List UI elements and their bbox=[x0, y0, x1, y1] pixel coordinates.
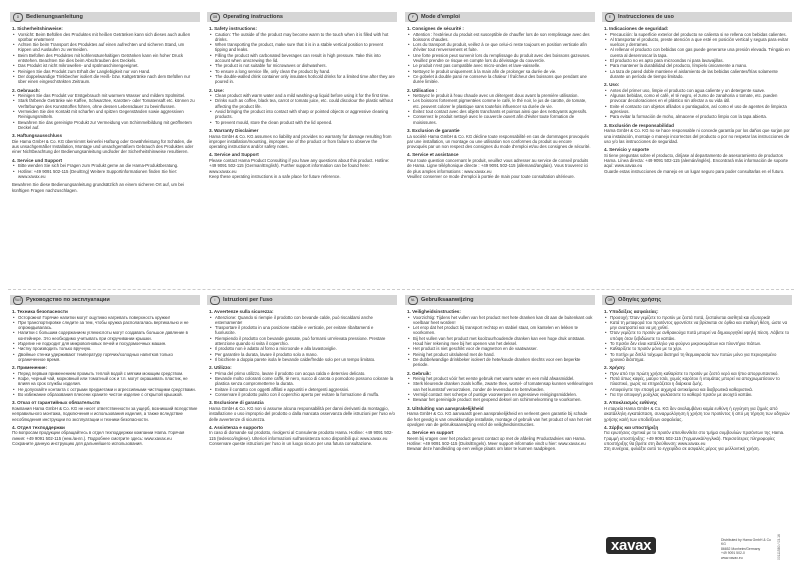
bullet-item: • Reinig het product vóór het eerste gebruik met warm water en een mild afwasmiddel. bbox=[407, 376, 593, 381]
language-code-badge: NL bbox=[408, 296, 418, 305]
bullet-item: • Καθαρίζετε το προϊόν μόνο με το χέρι. bbox=[604, 346, 790, 351]
block-heading: 2. Utilizzo: bbox=[209, 365, 232, 371]
row-divider bbox=[8, 289, 794, 290]
bullet-item: • La taza de pared doble mantiene el aislamiento de las bebidas calientes/frías solamente durante un período de tiempo limitado. bbox=[604, 69, 790, 80]
bullet-item: • Evite el contacto con objetos afilados o puntiagudos, así como el uso de agentes de limpieza agresivos. bbox=[604, 104, 790, 115]
section-header bbox=[207, 12, 397, 22]
bullet-item: • Reinigen Sie das Produkt zum Erhalt der Langlebigkeit nur von Hand. bbox=[12, 69, 198, 74]
paragraph: Please contact Hama Product Consulting if you have any questions about this product. Hotline: +49 9091 502-115 (German/English). Further support information can be found here: www.xavax.eu bbox=[209, 158, 390, 174]
block-heading: 1. Safety instructions: bbox=[209, 26, 257, 31]
bullet-item: • Двойные стенки удерживают температуру горячих/холодных напитков только ограниченное время. bbox=[12, 352, 198, 363]
block-heading: 3. Αποκλεισμός ευθύνης bbox=[604, 400, 658, 406]
bullet-item: • Prima del primo utilizzo, lavare il prodotto con acqua calda e detersivo delicato. bbox=[209, 371, 395, 376]
content-block bbox=[604, 400, 790, 421]
language-code-badge: GR bbox=[605, 296, 615, 305]
section-title: Istruzioni per l'uso bbox=[223, 297, 273, 303]
bullet-item: • Nettoyez le produit uniquement à la main afin de prolonger sa durée de vie. bbox=[407, 69, 593, 74]
language-code-badge: RUS bbox=[13, 296, 23, 305]
content-block bbox=[12, 425, 198, 446]
bullet-item: • Trasportare il prodotto in una posizione stabile e verticale, per evitare ribaltamenti e fuoriuscite. bbox=[209, 325, 395, 336]
language-code-badge: F bbox=[408, 13, 418, 22]
paragraph: Neem bij vragen over het product gerust contact op met de afdeling Productadvies van Hama. Hotline: +49 9091 502-115 (Duits/Engels). Meer support-informatie vindt u hier: www.xavax.eu bbox=[407, 435, 586, 447]
paragraph: Сохраните данную инструкцию для дальнейшего использования. bbox=[12, 441, 143, 447]
bullet-item: • Voorzichtig: Tijdens het vullen van het product met hete dranken kan dit aan de buitenkant ook voelbaar heet worden! bbox=[407, 315, 593, 326]
paragraph: Si tiene preguntas sobre el producto, diríjase al departamento de asesoramiento de productos Hama. Línea directa: +49 9091 502-115 (alemán/inglés). Encontrará más información de soporte aquí: www.xavax.eu bbox=[604, 152, 788, 169]
block-heading: 3. Exclusion de garantie bbox=[407, 127, 460, 133]
content-block bbox=[407, 88, 593, 125]
bullet-item: • Ce gobelet à double paroi ne conserve la chaleur / fraîcheur des boissons que pendant une durée limitée. bbox=[407, 74, 593, 85]
bullet-item: • The product is not suitable for microwaves or dishwashers. bbox=[209, 63, 395, 68]
language-code-badge: D bbox=[13, 13, 23, 22]
content-block bbox=[604, 82, 790, 119]
block-heading: 4. Service and Support bbox=[209, 152, 259, 158]
paragraph: La société Hama GmbH & Co. KG décline toute responsabilité en cas de dommages provoqués par une installation, un montage ou une utilisation non conformes du produit ou encore provoqués par un non respect des consignes du mode d'emploi et/ou des consignes de sécurité. bbox=[407, 133, 591, 150]
bullet-item: • Attention : l'extérieur du produit est susceptible de chauffer lors de son remplissage avec des boissons chaudes. bbox=[407, 32, 593, 43]
paragraph: Hama GmbH & Co. KG no se hace responsable ni concede garantía por los daños que surjan por una instalación, montaje o manejo incorrectos del producto o por no respetar las instrucciones de uso y/o las instrucciones de seguridad. bbox=[604, 128, 790, 144]
bullet-item: • Reinig het product uitsluitend met de hand. bbox=[407, 352, 593, 357]
language-section-gb bbox=[207, 12, 397, 284]
block-heading: 4. Отдел техподдержки bbox=[12, 424, 65, 430]
bullet-item: • Avoid bringing the product into contact with sharp or pointed objects or aggressive cleaning products. bbox=[209, 109, 395, 120]
language-section-e bbox=[602, 12, 792, 284]
paragraph: Veuillez conserver ce mode d'emploi à portée de main pour toute consultation ultérieure. bbox=[407, 173, 576, 179]
bullet-item: • Перед первым применением промыть теплой водой с мягким моющим средством. bbox=[12, 371, 198, 376]
content-block bbox=[604, 309, 790, 362]
bullet-item: • El producto no es apto para microondas ni para lavavajillas. bbox=[604, 58, 790, 63]
bullet-item: • Filling the product with carbonated beverages can result in high pressure. Take this into account when unscrewing the lid. bbox=[209, 53, 395, 64]
content-block bbox=[407, 430, 593, 451]
bullet-item: • Bewahren Sie das gereinigte Produkt zur Vermeidung von Schimmelbildung mit geöffnetem Deckel auf. bbox=[12, 120, 198, 131]
bullet-item: • Para evitar la formación de moho, almacene el producto limpio con la tapa abierta. bbox=[604, 114, 790, 119]
bullet-item: • Bewaar het gereinigde product met geopend deksel om schimmelvorming te voorkomen. bbox=[407, 397, 593, 402]
bullet-item: • Drinks such as coffee, black tea, carrot or tomato juice, etc. could discolour the plastic without affecting the product life. bbox=[209, 98, 395, 109]
paragraph: Guarde estas instrucciones de manejo en un lugar seguro para poder consultarlas en el futuro. bbox=[604, 168, 785, 174]
bullet-item: • Stark färbende Getränke wie Kaffee, Schwarztee, Karotten- oder Tomatensaft etc. können zu Verfärbungen des Kunststoffes führen, ohne dessen Lebensdauer zu beeinflussen. bbox=[12, 98, 198, 109]
bullet-item: • Напитки с большим содержанием углекислоты могут создавать большое давление в контейнере. Это необходимо учитывать при откручивании крышки. bbox=[12, 330, 198, 341]
block-heading: 3. Haftungsausschluss bbox=[12, 133, 63, 139]
imprint-line: +49 9091 502-0 bbox=[721, 551, 745, 556]
paragraph: Η εταιρεία Hama GmbH & Co. KG δεν αναλαμβάνει καμία ευθύνη ή εγγύηση για ζημιές από ακατάλληλη εγκατάσταση, συναρμολόγηση ή χρήση του προϊόντος ή από μη τήρηση των οδηγιών χρήσης και/ή των υποδείξεων ασφαλείας. bbox=[604, 405, 790, 422]
section-title: Gebruiksaanwijzing bbox=[421, 297, 474, 303]
content-block bbox=[209, 400, 395, 421]
bullet-item: • Nettoyez le produit à l'eau chaude avec un détergent doux avant la première utilisation. bbox=[407, 93, 593, 98]
bullet-item: • Sterk kleurende dranken zoals koffie, zwarte thee, wortel- of tomatensap kunnen verkleuringen van het kunststof veroorzaken, zonder de levensduur te beïnvloeden. bbox=[407, 381, 593, 392]
bullet-item: • Al rellenar el producto con bebidas con gas puede generarse una presión elevada. Téngalo en cuenta al desenroscar la tapa. bbox=[604, 47, 790, 58]
language-section-nl bbox=[405, 295, 595, 563]
bullet-item: • Beim Befüllen des Produktes mit kohlensäurehaltigen Getränken kann ein hoher Druck entstehen. Beachten Sie dies beim Abschrauben des Deckels. bbox=[12, 53, 198, 64]
bullet-item: • Hotline: +49 9091 502-115 (Deu/Eng) Weitere Supportinformationen finden Sie hier: www.xavax.eu bbox=[12, 169, 198, 180]
bullet-item: • Προσοχή: Όταν γεμίζετε το προϊόν με ζεστά ποτά, ζεσταίνεται αισθητά και εξωτερικά! bbox=[604, 315, 790, 320]
bullet-item: • Évitez tout contact avec des objets tranchants et pointus ainsi que des nettoyants agressifs. bbox=[407, 109, 593, 114]
paragraph: Bewahren Sie diese Bedienungsanleitung grundsätzlich an einem sicheren Ort auf, um bei künftigen Fragen nachzuschlagen. bbox=[12, 182, 184, 193]
paragraph: Hama GmbH & Co. KG assumes no liability and provides no warranty for damage resulting from improper installation/mounting, improper use of the product or from failure to observe the operating instructions and/or safety notes. bbox=[209, 133, 392, 150]
bullet-item: • Ποτά όπως καφές, μαύρο τσάι, χυμός καρότου ή ντομάτας μπορεί να αποχρωματίσουν το πλαστικό, χωρίς να επηρεάζεται η διάρκεια ζωής. bbox=[604, 376, 790, 387]
bullet-item: • Caution: The outside of the product may become warm to the touch when it is filled with hot drinks. bbox=[209, 32, 395, 43]
bullet-item: • Attenzione: Quando si riempie il prodotto con bevande calde, può riscaldarsi anche esternamente! bbox=[209, 315, 395, 326]
section-header bbox=[602, 295, 792, 305]
block-heading: 4. Assistenza e supporto bbox=[209, 424, 263, 430]
paragraph: Компания Hama GmbH & Co. KG не несет ответственности за ущерб, возникший вследствие неправильного монтажа, подключения и использования изделия, а также вследствие несоблюдения инструкции по эксплуатации и техники безопасности. bbox=[12, 405, 198, 422]
bullet-item: • Clean product with warm water and a mild washing-up liquid before using it for the first time. bbox=[209, 93, 395, 98]
block-heading: 1. Sicherheitshinweise: bbox=[12, 26, 63, 31]
section-header bbox=[602, 12, 792, 22]
bullet-item: • Για την αποφυγή μούχλας φυλάσσετε το καθαρό προϊόν με ανοιχτό καπάκι. bbox=[604, 392, 790, 397]
block-heading: 4. Service et assistance bbox=[407, 152, 459, 158]
bullet-item: • Bij het vullen van het product met koolzuurhoudende dranken kan een hoge druk ontstaan. Houd hier rekening mee bij het openen van het deksel. bbox=[407, 336, 593, 347]
content-block bbox=[209, 365, 395, 397]
bullet-item: • Bevande molto coloranti come caffè, tè nero, succo di carota o pomodoro possono colorare la plastica senza comprometterne la durata. bbox=[209, 376, 395, 387]
content-block bbox=[12, 309, 198, 362]
bullet-item: • Let erop dat het product bij transport rechtop en stabiel staat, om kantelen en lekken te voorkomen. bbox=[407, 325, 593, 336]
content-block bbox=[209, 128, 395, 149]
imprint-line: Distributed by Hama GmbH & Co KG bbox=[721, 538, 771, 547]
block-heading: 4. Servicio y soporte bbox=[604, 147, 649, 153]
bullet-item: • To prevent mould, store the clean product with the lid opened. bbox=[209, 120, 395, 125]
paragraph: Bewaar deze handleiding op een veilige plaats om later te kunnen raadplegen. bbox=[407, 446, 557, 452]
language-section-f bbox=[405, 12, 595, 284]
section-title: Bedienungsanleitung bbox=[26, 14, 83, 20]
paragraph: Keep these operating instructions in a safe place for future reference. bbox=[209, 173, 341, 179]
block-heading: 3. Отказ от гарантийных обязательств bbox=[12, 400, 100, 406]
block-heading: 4. Service en support bbox=[407, 430, 454, 436]
article-code: 00111580 / 03.16 bbox=[777, 534, 781, 560]
block-heading: 1. Indicaciones de seguridad: bbox=[604, 26, 669, 31]
content-block bbox=[604, 425, 790, 452]
block-heading: 3. Exclusión de responsabilidad bbox=[604, 122, 674, 128]
language-code-badge: I bbox=[210, 296, 220, 305]
block-heading: 2. Применение: bbox=[12, 365, 48, 371]
section-header bbox=[207, 295, 397, 305]
bullet-item: • Il prodotto non è adatto al forno a microonde e alla lavastoviglie. bbox=[209, 346, 395, 351]
bullet-item: • When transporting the product, make sure that it is in a stable vertical position to prevent tipping and leaks. bbox=[209, 42, 395, 53]
bullet-item: • Όταν γεμίζετε το προϊόν με ανθρακούχα ποτά μπορεί να δημιουργηθεί υψηλή πίεση. Λάβετε το υπόψη όταν ξεβιδώνετε το καπάκι. bbox=[604, 330, 790, 341]
content-block bbox=[407, 371, 593, 403]
block-heading: 4. Service und Support bbox=[12, 157, 63, 163]
paragraph: Pour toute question concernant le produit, veuillez vous adresser au service de conseil produits de Hama. Ligne téléphonique directe : +49 9091 502-115 (allemand/anglais). Vous trouverez ici de plus amples informations : www.xavax.eu bbox=[407, 158, 589, 174]
language-section-d bbox=[10, 12, 200, 284]
bullet-item: • Les boissons fortement pigmentées comme le café, le thé noir, le jus de carotte, de tomate, etc. peuvent colorer le plastique sans toutefois influencer sa durée de vie. bbox=[407, 98, 593, 109]
block-heading: 1. Veiligheidsinstructies: bbox=[407, 309, 461, 314]
block-heading: 2. Use: bbox=[209, 87, 225, 93]
section-title: Οδηγίες χρήσης bbox=[618, 297, 662, 303]
content-block bbox=[12, 88, 198, 131]
language-section-rus bbox=[10, 295, 200, 563]
imprint bbox=[721, 538, 776, 560]
imprint-line: www.xavax.eu bbox=[721, 555, 743, 560]
bullet-item: • Πριν από την πρώτη χρήση καθαρίστε το προϊόν με ζεστό νερό και ήπιο απορρυπαντικό. bbox=[604, 371, 790, 376]
bullet-item: • Το ποτήρι με διπλό τοίχωμα διατηρεί τη θερμοκρασία των ποτών μόνο για περιορισμένο χρονικό διάστημα. bbox=[604, 352, 790, 363]
content-block bbox=[12, 158, 198, 179]
bullet-item: • Une forte pression peut survenir lors du remplissage du produit avec des boissons gazeuses. Veuillez prendre ce risque en compte lors du dévissage du couvercle. bbox=[407, 53, 593, 64]
bullet-item: • Чистку производить только вручную. bbox=[12, 346, 198, 351]
block-heading: 2. Utilisation : bbox=[407, 87, 438, 93]
bullet-item: • При транспортировке следите за тем, чтобы кружка располагалась вертикально и не опрокидывалась. bbox=[12, 320, 198, 331]
content-block bbox=[12, 182, 198, 193]
bullet-item: • Het product is niet geschikt voor de magnetron en de vaatwasser. bbox=[407, 346, 593, 351]
bullet-item: • Изделие не подходит для микроволновых печей и посудомоечных машин. bbox=[12, 341, 198, 346]
bullet-item: • Precaución: la superficie exterior del producto se calienta si se rellena con bebidas calientes. bbox=[604, 32, 790, 37]
content-block bbox=[407, 152, 593, 179]
bullet-item: • To ensure a long service life, only clean the product by hand. bbox=[209, 69, 395, 74]
block-heading: 1. Consignes de sécurité : bbox=[407, 26, 464, 31]
bullet-item: • Evitare il contatto con oggetti affilati e appuntiti e detergenti aggressivi. bbox=[209, 387, 395, 392]
bullet-item: • Το προϊόν δεν είναι κατάλληλο για φούρνο μικροκυμάτων και πλυντήριο πιάτων. bbox=[604, 341, 790, 346]
block-heading: 1. Υποδείξεις ασφαλείας: bbox=[604, 309, 659, 314]
content-block bbox=[604, 26, 790, 79]
section-header bbox=[405, 295, 595, 305]
bullet-item: • The double-walled drink container only insulates hot/cold drinks for a limited time after they are poured in. bbox=[209, 74, 395, 85]
block-heading: 2. Gebruik: bbox=[407, 370, 431, 376]
content-block bbox=[407, 309, 593, 368]
content-block bbox=[604, 365, 790, 397]
paragraph: По вопросам продукции обращайтесь в отдел техподдержки компании Hama. Горячая линия: +49 9091 502-115 (нем./англ.). Подробнее смотрите здесь: www.xavax.eu bbox=[12, 430, 185, 441]
bullet-item: • Не допускайте контакта с острыми предметами и агрессивными чистящими средствами. bbox=[12, 387, 198, 392]
bullet-item: • Conservare il prodotto pulito con il coperchio aperto per evitare la formazione di muffa. bbox=[209, 392, 395, 397]
content-block bbox=[604, 147, 790, 174]
content-block bbox=[12, 365, 198, 397]
bullet-item: • Во избежание образования плесени храните чистое изделие с открытой крышкой. bbox=[12, 392, 198, 397]
language-section-gr bbox=[602, 295, 792, 563]
bullet-item: • Algunas bebidas, como el café, el té negro, el zumo de zanahoria o tomate, etc. pueden provocar decoloraciones en el plástico sin afectar a su vida útil. bbox=[604, 93, 790, 104]
paragraph: In caso di domande sul prodotto, rivolgersi al Consulente prodotto Hama. Hotline: +49 9091 502-115 (tedesco/inglese). Ulteriori informazioni sull'assistenza sono disponibili qui: www.xavax.eu bbox=[209, 430, 393, 441]
bullet-item: • Vermeiden Sie den Kontakt mit scharfen und spitzen Gegenständen sowie aggressiven Reinigungsmitteln. bbox=[12, 109, 198, 120]
bullet-item: • Achten Sie beim Transport des Produktes auf einen aufrechten und sicheren Stand, um Kippen und Auslaufen zu vermeiden. bbox=[12, 42, 198, 53]
block-heading: 3. Esclusione di garanzia bbox=[209, 400, 264, 406]
section-title: Руководство по эксплуатации bbox=[26, 297, 110, 303]
content-block bbox=[209, 26, 395, 85]
bullet-item: • Кофе, черный чай, морковный или томатный сок и т.п. могут окрашивать пластик, не влияя на срок службы изделия. bbox=[12, 376, 198, 387]
bullet-item: • Αποφεύγετε την επαφή με αιχμηρά αντικείμενα και διαβρωτικά καθαριστικά. bbox=[604, 387, 790, 392]
bullet-item: • Bitte wenden Sie sich bei Fragen zum Produkt gerne an die Hama-Produktberatung. bbox=[12, 163, 198, 168]
bullet-item: • Le produit n'est pas compatible avec micro-ondes et lave-vaisselle. bbox=[407, 63, 593, 68]
section-header bbox=[405, 12, 595, 22]
imprint-line: 86652 Monheim/Germany bbox=[721, 546, 761, 551]
paragraph: Conservare queste istruzioni per l'uso in un luogo sicuro per una futura consultazione. bbox=[209, 441, 373, 447]
bullet-item: • Reinigen Sie das Produkt vor Erstgebrauch mit warmem Wasser und mildem Spülmittel. bbox=[12, 93, 198, 98]
language-section-i bbox=[207, 295, 397, 563]
content-block bbox=[407, 406, 593, 427]
content-block bbox=[209, 309, 395, 362]
bullet-item: • Lors du transport du produit, veillez à ce que celui-ci reste toujours en position verticale afin d'éviter tout renversement et fuite. bbox=[407, 42, 593, 53]
content-block bbox=[209, 425, 395, 446]
xavax-logo: xavax bbox=[606, 537, 656, 554]
content-block bbox=[209, 88, 395, 125]
block-heading: 2. Uso: bbox=[604, 82, 620, 88]
paragraph: Hama GmbH & Co. KG non si assume alcuna responsabilità per danni derivanti da montaggio, installazione o uso improprio del prodotto o dalla mancata osservanza delle istruzioni per l'uso e/o delle avvertenze di sicurezza. bbox=[209, 405, 395, 422]
section-title: Instrucciones de uso bbox=[618, 14, 674, 20]
bullet-item: • De dubbelwandige drinkbeker isoleert de hete/koude dranken slechts voor een beperkte periode. bbox=[407, 357, 593, 368]
block-heading: 3. Uitsluiting van aansprakelijkheid bbox=[407, 405, 484, 411]
language-code-badge: E bbox=[605, 13, 615, 22]
section-header bbox=[10, 12, 200, 22]
section-title: Operating instructions bbox=[223, 14, 283, 20]
bullet-item: • Al transportar el producto, preste atención a que esté en posición vertical y segura para evitar vuelcos y derrames. bbox=[604, 37, 790, 48]
content-block bbox=[407, 128, 593, 149]
section-title: Mode d'emploi bbox=[421, 14, 460, 20]
content-block bbox=[209, 152, 395, 179]
bullet-item: • Κατά τη μεταφορά του προϊόντος φροντίστε να βρίσκεται σε όρθια και σταθερή θέση, ώστε να μην ανατραπεί και να μη χυθεί. bbox=[604, 320, 790, 331]
content-block bbox=[12, 400, 198, 421]
bullet-item: • Riempiendo il prodotto con bevande gassate, può formarsi un'elevata pressione. Prestare attenzione quando si svita il coperchio. bbox=[209, 336, 395, 347]
block-heading: 2. Χρήση: bbox=[604, 365, 626, 371]
content-block bbox=[12, 26, 198, 85]
content-block bbox=[12, 133, 198, 154]
bullet-item: • Der doppelwandige Trinkbecher isoliert die Heiß- bzw. Kaltgetränke nach dem Befüllen nur über einen eingeschränkten Zeitraum. bbox=[12, 74, 198, 85]
content-block bbox=[604, 123, 790, 144]
bullet-item: • Vermijd contact met scherpe of puntige voorwerpen en agressieve reinigingsmiddelen. bbox=[407, 392, 593, 397]
bullet-item: • Осторожно! Горячие напитки могут ощутимо нагревать поверхность кружки! bbox=[12, 315, 198, 320]
paragraph: Hama GmbH & Co. KG aanvaardt geen aansprakelijkheid en verleent geen garantie bij schade die het gevolg is van onvakkundige installatie, montage of gebruik van het product of van het niet opvolgen van de gebruiksaanwijzing en/of de veiligheidsinstructies. bbox=[407, 411, 592, 427]
content-block bbox=[407, 26, 593, 85]
bullet-item: • Conservez le produit nettoyé avec le couvercle ouvert afin d'éviter toute formation de moisissures. bbox=[407, 114, 593, 125]
paragraph: Die Hama GmbH & Co. KG übernimmt keinerlei Haftung oder Gewährleistung für Schäden, die aus unsachgemäßer Installation, Montage und unsachgemäßem Gebrauch des Produktes oder einer Nichtbeachtung der Bedienungsanleitung und/oder der Sicherheitshinweise resultieren. bbox=[12, 138, 194, 155]
block-heading: 1. Техника безопасности bbox=[12, 309, 68, 314]
language-code-badge: GB bbox=[210, 13, 220, 22]
paragraph: Στη συνέχεια, φυλάξτε αυτό το εγχειρίδιο σε ασφαλές μέρος για μελλοντική χρήση. bbox=[604, 446, 760, 452]
block-heading: 3. Warranty Disclaimer bbox=[209, 127, 259, 133]
block-heading: 2. Gebrauch: bbox=[12, 87, 41, 93]
block-heading: 1. Avvertenze sulla sicurezza: bbox=[209, 309, 274, 314]
section-header bbox=[10, 295, 200, 305]
bullet-item: • Para mantener la durabilidad del producto, límpielo únicamente a mano. bbox=[604, 63, 790, 68]
bullet-item: • Antes del primer uso, limpie el producto con agua caliente y un detergente suave. bbox=[604, 88, 790, 93]
bullet-item: • Vorsicht: Beim Befüllen des Produktes mit heißen Getränken kann sich dieses auch außen spürbar erwärmen! bbox=[12, 32, 198, 43]
bullet-item: • Il bicchiere a doppia parete isola le bevande calde/fredde solo per un tempo limitato. bbox=[209, 357, 395, 362]
bullet-item: • Per garantire la durata, lavare il prodotto solo a mano. bbox=[209, 352, 395, 357]
bullet-item: • Das Produkt ist nicht mikrowellen- und spülmaschinengeeignet. bbox=[12, 63, 198, 68]
block-heading: 4. Σέρβις και υποστήριξη bbox=[604, 424, 659, 430]
paragraph: Για ερωτήσεις σχετικά με το προϊόν απευθυνθείτε στο τμήμα συμβουλών προϊόντων της Hama. Γραμμή υποστήριξης: +49 9091 502-115 (Γερμανικά/Αγγλικά). Περισσότερες πληροφορίες υποστήριξης θα βρείτε στη διεύθυνση: www.xavax.eu bbox=[604, 430, 785, 447]
